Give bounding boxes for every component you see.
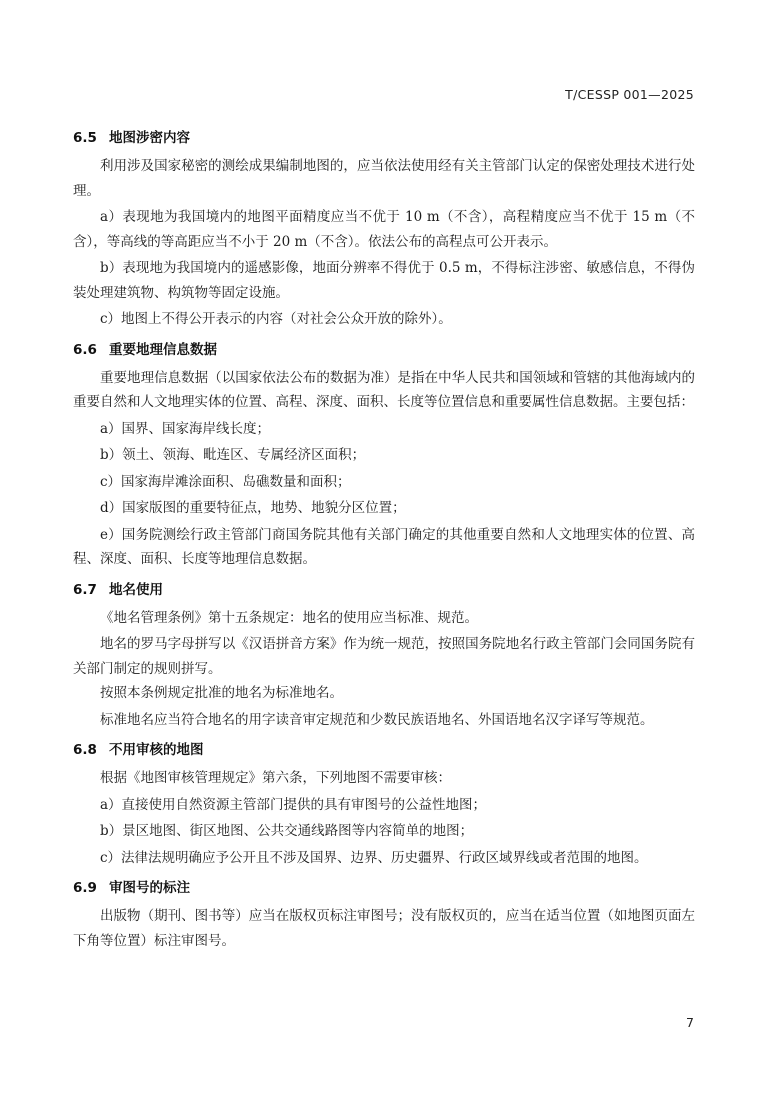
list-item: c）法律法规明确应予公开且不涉及国界、边界、历史疆界、行政区域界线或者范围的地图。 — [100, 849, 648, 866]
section-heading — [73, 126, 695, 150]
paragraph: 按照本条例规定批准的地名为标准地名。 — [100, 685, 343, 701]
section-number: 6.8 — [73, 742, 97, 758]
paragraph: 地名的罗马字母拼写以《汉语拼音方案》作为统一规范，按照国务院地名行政主管部门会同国务院有关部门制定的规则拼写。 — [73, 636, 695, 677]
section-title: 不用审核的地图 — [109, 742, 204, 758]
list-item: a）表现地为我国境内的地图平面精度应当不优于 10 m（不含），高程精度应当不优于 15 m（不含），等高线的等高距应当不小于 20 m（不含）。依法公布的高程点可公开表示。 — [73, 209, 695, 250]
list-item: a）国界、国家海岸线长度； — [100, 420, 271, 437]
section-6-8 — [73, 738, 695, 870]
list-item: b）领土、领海、毗连区、专属经济区面积； — [100, 447, 366, 463]
section-6-9 — [73, 876, 695, 953]
section-heading — [73, 338, 695, 362]
paragraph: 标准地名应当符合地名的用字读音审定规范和少数民族语地名、外国语地名汉字译写等规范。 — [100, 711, 654, 728]
section-number: 6.9 — [73, 880, 97, 896]
section-heading — [73, 738, 695, 762]
list-item: b）表现地为我国境内的遥感影像，地面分辨率不得优于 0.5 m，不得标注涉密、敏感信息，不得伪装处理建筑物、构筑物等固定设施。 — [73, 260, 695, 301]
section-6-5 — [73, 126, 695, 332]
page-number: 7 — [686, 1015, 694, 1030]
list-item: e）国务院测绘行政主管部门商国务院其他有关部门确定的其他重要自然和人文地理实体的位置、高程、深度、面积、长度等地理信息数据。 — [73, 526, 695, 567]
list-item: b）景区地图、街区地图、公共交通线路图等内容简单的地图； — [100, 823, 474, 839]
document-body — [73, 120, 695, 955]
section-title: 重要地理信息数据 — [109, 341, 217, 358]
paragraph: 出版物（期刊、图书等）应当在版权页标注审图号；没有版权页的，应当在适当位置（如地图页面左下角等位置）标注审图号。 — [73, 908, 695, 949]
section-number: 6.5 — [73, 130, 97, 146]
list-item: c）国家海岸滩涂面积、岛礁数量和面积； — [100, 473, 351, 490]
list-item: d）国家版图的重要特征点，地势、地貌分区位置； — [100, 500, 406, 516]
standard-code: T/CESSP 001—2025 — [565, 87, 694, 102]
section-heading — [73, 876, 695, 900]
paragraph: 根据《地图审核管理规定》第六条，下列地图不需要审核： — [100, 770, 451, 786]
paragraph: 《地名管理条例》第十五条规定：地名的使用应当标准、规范。 — [100, 609, 478, 626]
section-heading — [73, 578, 695, 602]
list-item: a）直接使用自然资源主管部门提供的具有审图号的公益性地图； — [100, 796, 487, 813]
section-6-7 — [73, 578, 695, 733]
section-title: 地名使用 — [109, 581, 163, 598]
section-number: 6.6 — [73, 341, 97, 358]
section-6-6 — [73, 338, 695, 572]
paragraph: 重要地理信息数据（以国家依法公布的数据为准）是指在中华人民共和国领域和管辖的其他海域内的重要自然和人文地理实体的位置、高程、深度、面积、长度等位置信息和重要属性信息数据。主要包括： — [73, 369, 695, 410]
section-title: 审图号的标注 — [109, 880, 190, 896]
section-number: 6.7 — [73, 581, 97, 598]
list-item: c）地图上不得公开表示的内容（对社会公众开放的除外）。 — [100, 311, 452, 327]
section-title: 地图涉密内容 — [109, 130, 190, 146]
paragraph: 利用涉及国家秘密的测绘成果编制地图的，应当依法使用经有关主管部门认定的保密处理技术进行处理。 — [73, 158, 695, 199]
